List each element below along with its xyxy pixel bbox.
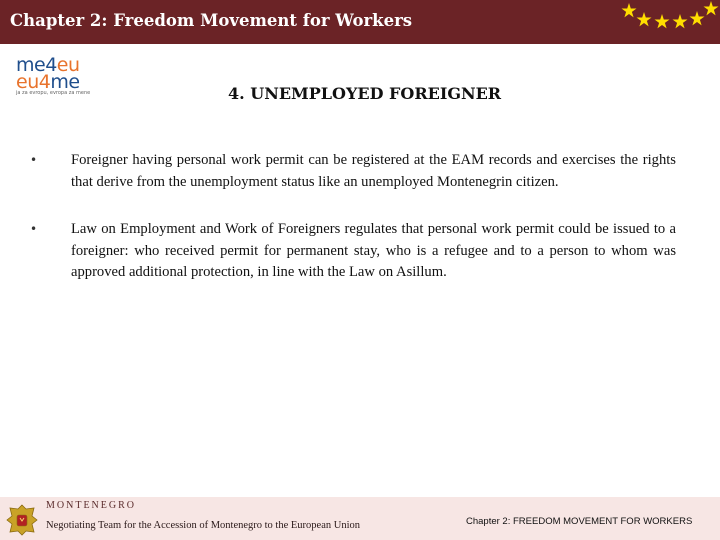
bullet-list [30,150,676,310]
star-icon [690,11,705,25]
logo-text-accent: eu [56,54,80,76]
bullet-item [30,150,676,193]
slide-heading: 4. UNEMPLOYED FOREIGNER [228,84,502,103]
eu-stars [0,0,720,44]
star-icon [655,14,670,28]
star-icon [704,1,719,15]
star-icon [637,12,652,26]
bullet-text: Law on Employment and Work of Foreigners regulates that personal work permit could be issued to a foreigner: who received permit for permanent stay, who is a refugee and to a person to whom was approved additional protection, in line with the Law on Asillum. [71,221,676,280]
logo-text: me [50,71,80,93]
footer-country: MONTENEGRO [46,500,136,511]
star-icon [673,14,688,28]
bullet-icon: • [30,222,38,236]
logo-text: me4 [16,54,57,76]
me4eu-logo [16,54,112,98]
bullet-text: Foreigner having personal work permit can be registered at the EAM records and exercises the rights that derive from the unemployment status like an unemployed Montenegrin citizen. [71,152,676,190]
bullet-icon: • [30,153,38,167]
star-icon [622,3,637,17]
chapter-title: Chapter 2: Freedom Movement for Workers [10,11,413,30]
footer-team: Negotiating Team for the Accession of Montenegro to the European Union [46,520,360,531]
logo-text-accent: eu4 [16,71,51,93]
footer-chapter: Chapter 2: FREEDOM MOVEMENT FOR WORKERS [466,516,693,527]
bullet-item [30,219,676,284]
logo-tagline: ja za evropu, evropa za mene [16,90,91,96]
coat-of-arms-icon [4,502,40,538]
